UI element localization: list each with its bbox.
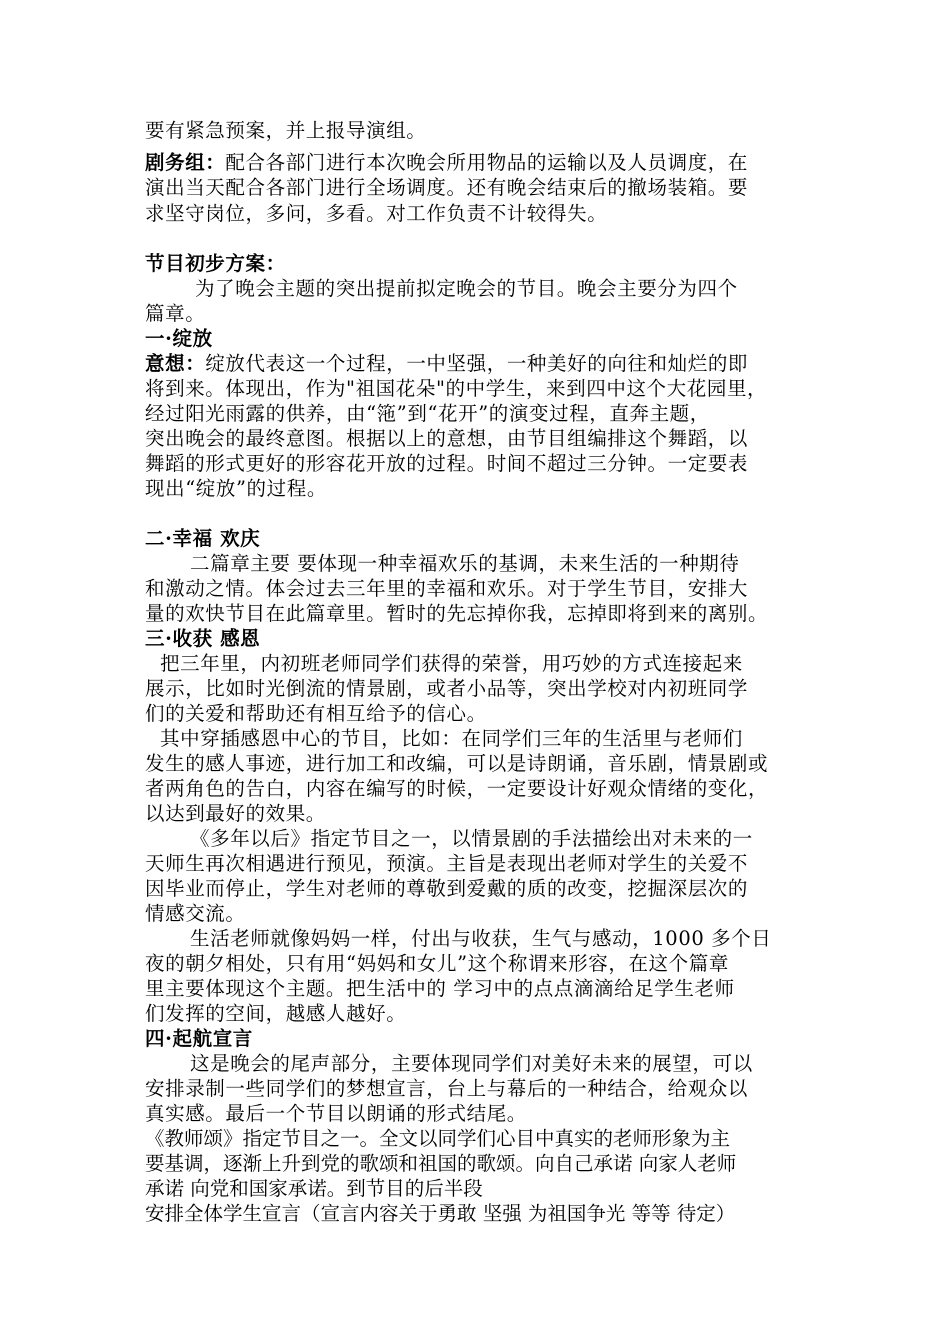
text-line: 情感交流。 — [145, 902, 246, 925]
text-line: 真实感。最后一个节目以朗诵的形式结尾。 — [145, 1102, 527, 1125]
text-line: 以达到最好的效果。 — [145, 802, 326, 825]
text-line: 二篇章主要 要体现一种幸福欢乐的基调，未来生活的一种期待 — [190, 552, 740, 575]
text-line: 们的关爱和帮助还有相互给予的信心。 — [145, 702, 487, 725]
text-line: 演出当天配合各部门进行全场调度。还有晚会结束后的撤场装箱。要 — [145, 176, 749, 199]
text-line: 和激动之情。体会过去三年里的幸福和欢乐。对于学生节目，安排大 — [145, 577, 749, 600]
text-line: 突出晚会的最终意图。根据以上的意想，由节目组编排这个舞蹈，以 — [145, 427, 749, 450]
text-line: 这是晚会的尾声部分，主要体现同学们对美好未来的展望，可以 — [190, 1052, 753, 1075]
section-heading: 三·收获 感恩 — [145, 627, 261, 650]
section-label: 剧务组： — [145, 151, 226, 174]
section-heading: 二·幸福 欢庆 — [145, 527, 261, 550]
text-line: 因毕业而停止，学生对老师的尊敬到爱戴的质的改变，挖掘深层次的 — [145, 877, 749, 900]
section-heading: 节目初步方案： — [145, 252, 286, 275]
text-line: 剧务组：配合各部门进行本次晚会所用物品的运输以及人员调度，在 — [145, 151, 749, 174]
text-line: 《教师颂》指定节目之一。全文以同学们心目中真实的老师形象为主 — [145, 1127, 731, 1150]
text-line: 现出“绽放”的过程。 — [145, 477, 327, 500]
text-line: 把三年里，内初班老师同学们获得的荣誉，用巧妙的方式连接起来 — [160, 652, 743, 675]
text-line: 们发挥的空间，越感人越好。 — [145, 1002, 407, 1025]
text-line: 舞蹈的形式更好的形容花开放的过程。时间不超过三分钟。一定要表 — [145, 452, 749, 475]
text-line: 意想：绽放代表这一个过程，一中坚强，一种美好的向往和灿烂的即 — [145, 352, 749, 375]
text-line: 将到来。体现出，作为"祖国花朵"的中学生，来到四中这个大花园里， — [145, 377, 768, 400]
text-line: 安排录制一些同学们的梦想宣言，台上与幕后的一种结合，给观众以 — [145, 1077, 749, 1100]
section-heading: 一·绽放 — [145, 327, 213, 350]
text-line: 天师生再次相遇进行预见，预演。主旨是表现出老师对学生的关爱不 — [145, 852, 749, 875]
text-line: 安排全体学生宣言（宣言内容关于勇敢 坚强 为祖国争光 等等 待定） — [145, 1202, 736, 1225]
text-line: 《多年以后》指定节目之一，以情景剧的手法描绘出对未来的一 — [190, 827, 753, 850]
text-line: 生活老师就像妈妈一样，付出与收获，生气与感动，1000 多个日 — [190, 927, 772, 950]
text-line: 要基调，逐渐上升到党的歌颂和祖国的歌颂。向自己承诺 向家人老师 — [145, 1152, 737, 1175]
text-line: 展示，比如时光倒流的情景剧，或者小品等，突出学校对内初班同学 — [145, 677, 749, 700]
text-line: 里主要体现这个主题。把生活中的 学习中的点点滴滴给足学生老师 — [145, 977, 735, 1000]
text-line: 者两角色的告白，内容在编写的时候，一定要设计好观众情绪的变化， — [145, 777, 769, 800]
text-line: 夜的朝夕相处，只有用“妈妈和女儿”这个称谓来形容，在这个篇章 — [145, 952, 729, 975]
text-line: 经过阳光雨露的供养，由“筂”到“花开”的演变过程，直奔主题， — [145, 402, 710, 425]
section-heading: 四·起航宣言 — [145, 1027, 253, 1050]
text-line: 承诺 向党和国家承诺。到节目的后半段 — [145, 1177, 483, 1200]
text-line: 发生的感人事迹，进行加工和改编，可以是诗朗诵，音乐剧，情景剧或 — [145, 752, 769, 775]
text-line: 其中穿插感恩中心的节目，比如：在同学们三年的生活里与老师们 — [160, 727, 743, 750]
text-line: 要有紧急预案，并上报导演组。 — [145, 119, 427, 142]
text-line: 求坚守岗位，多问，多看。对工作负责不计较得失。 — [145, 202, 608, 225]
text-line: 量的欢快节目在此篇章里。暂时的先忘掉你我，忘掉即将到来的离别。 — [145, 602, 769, 625]
text-line: 为了晚会主题的突出提前拟定晚会的节目。晚会主要分为四个 — [195, 277, 738, 300]
section-label: 意想： — [145, 352, 206, 375]
text-line: 篇章。 — [145, 302, 206, 325]
